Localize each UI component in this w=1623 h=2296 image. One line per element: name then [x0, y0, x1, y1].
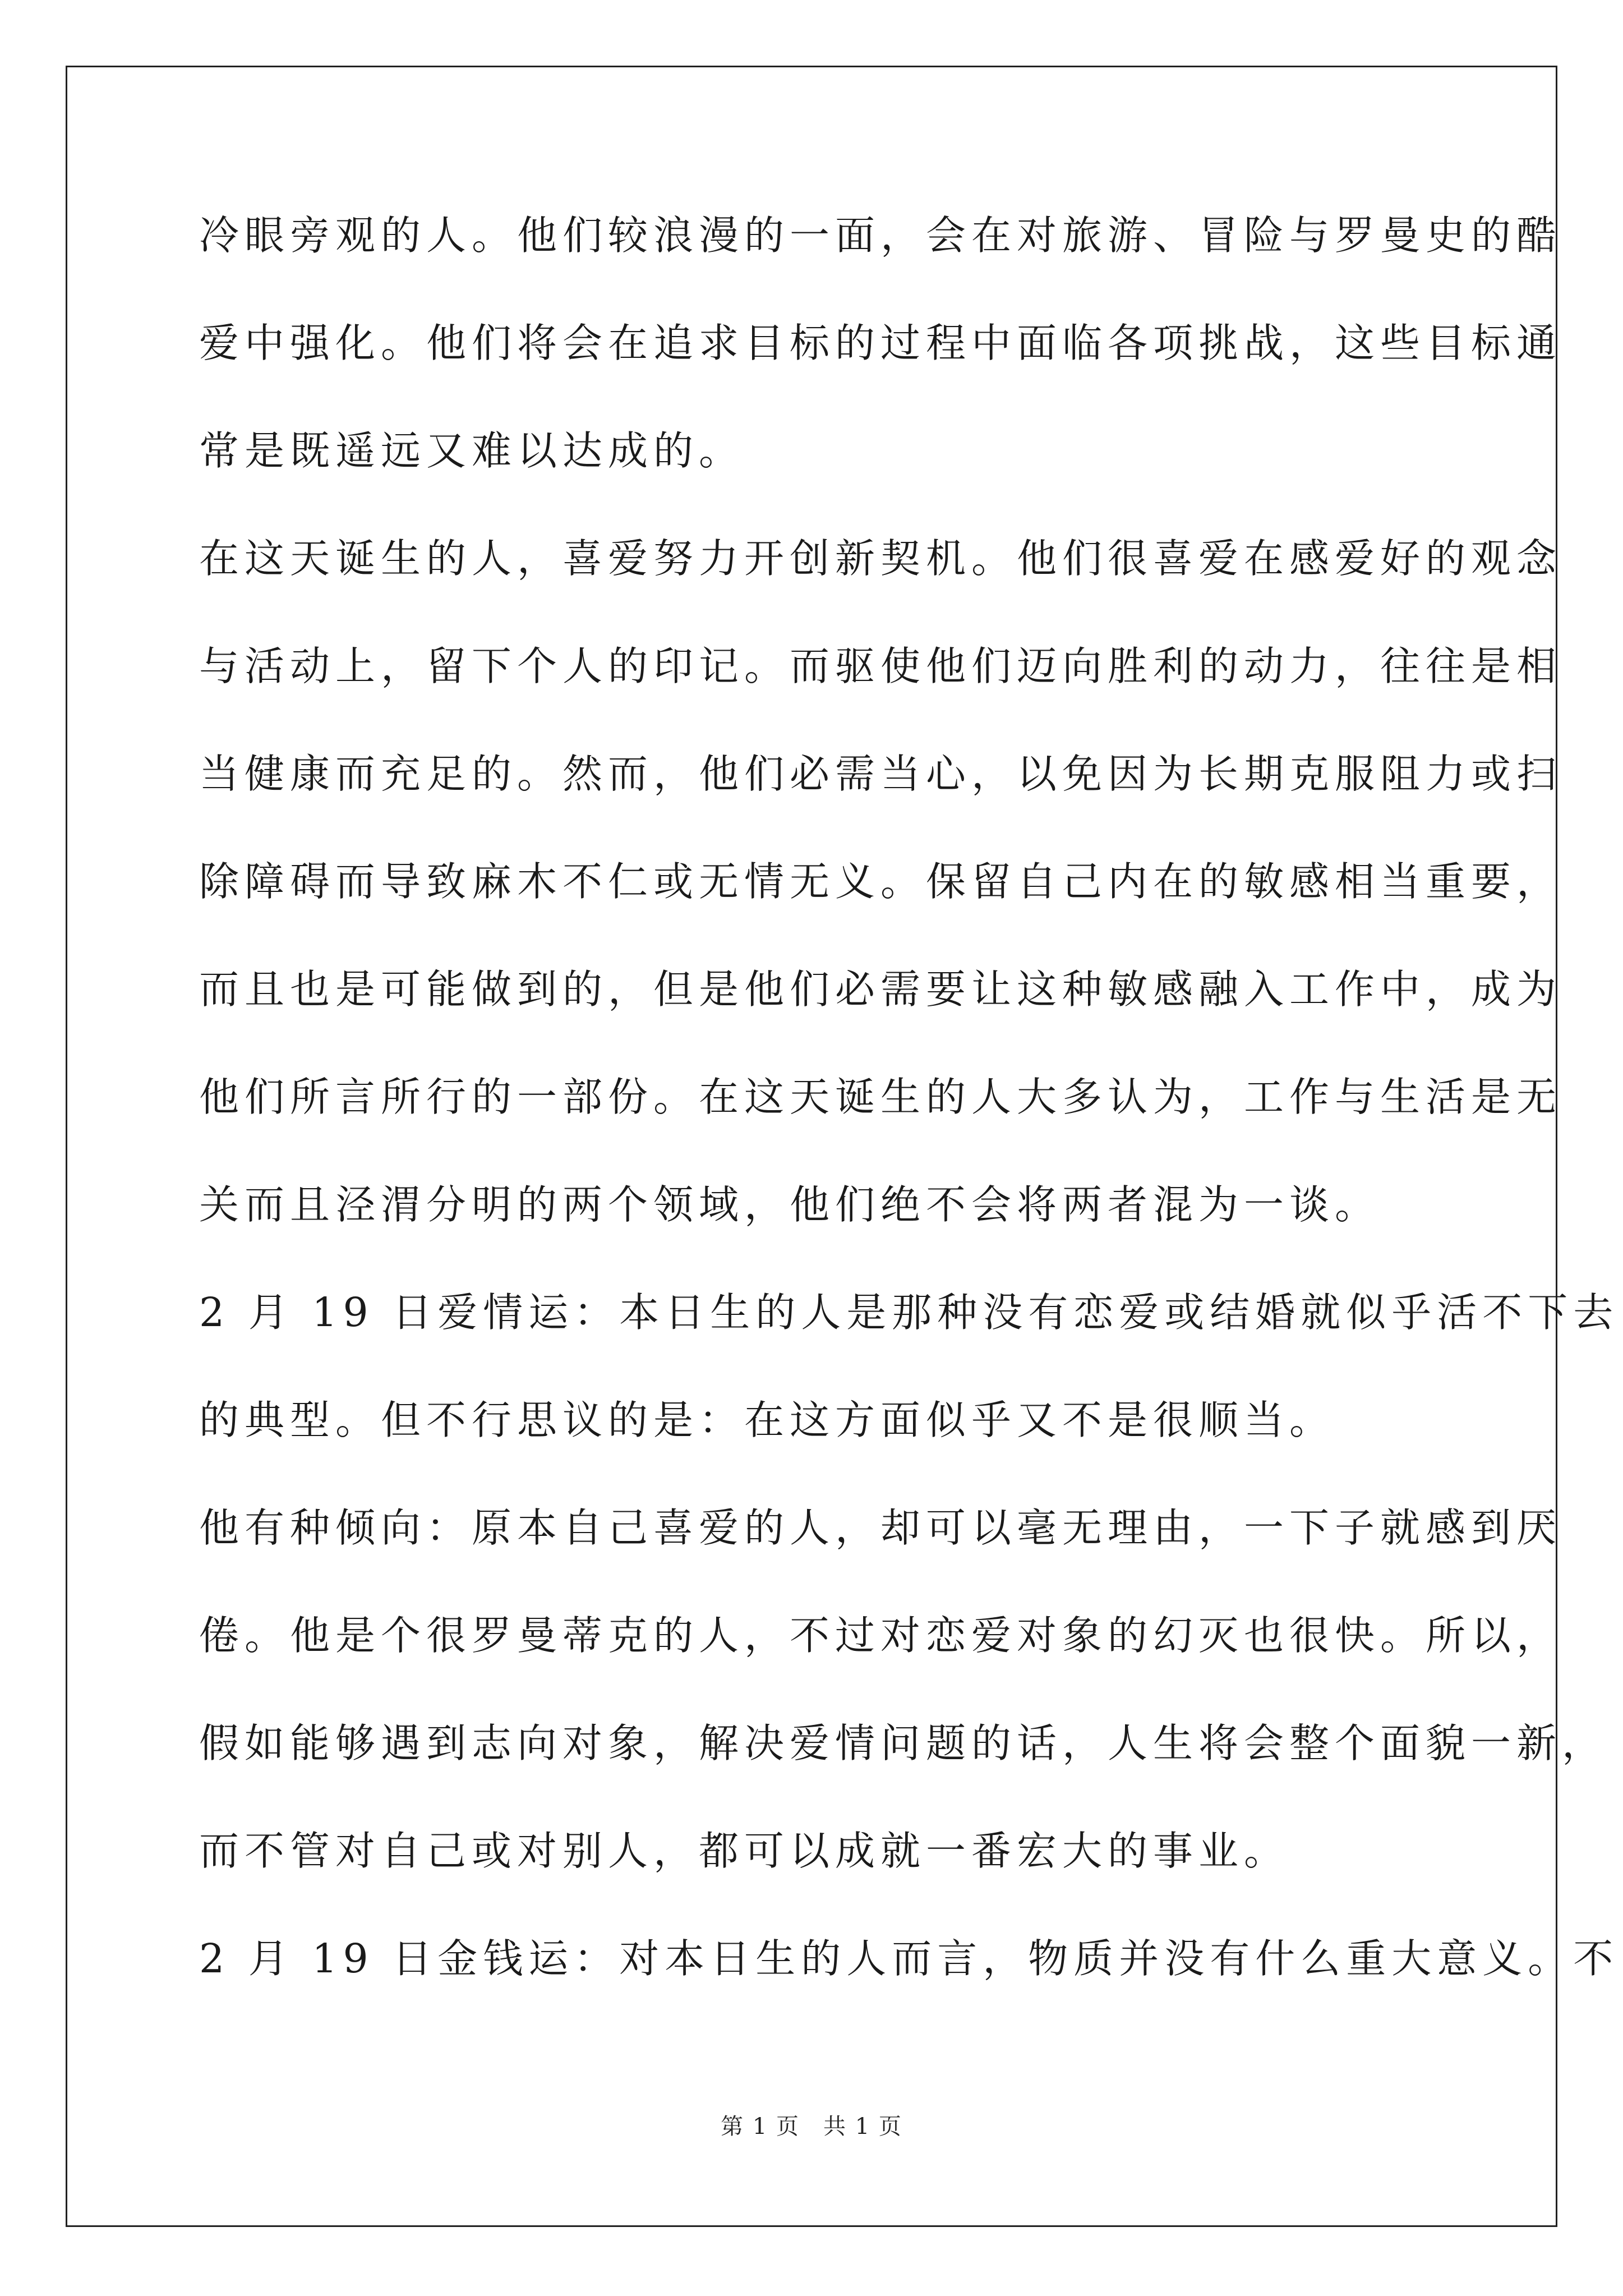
text-line: 关而且泾渭分明的两个领域，他们绝不会将两者混为一谈。	[199, 1181, 1381, 1228]
text-line: 爱中强化。他们将会在追求目标的过程中面临各项挑战，这些目标通	[199, 320, 1562, 366]
text-line: 的典型。但不行思议的是：在这方面似乎又不是很顺当。	[199, 1397, 1335, 1443]
text-line: 倦。他是个很罗曼蒂克的人，不过对恋爱对象的幻灭也很快。所以，	[199, 1612, 1562, 1659]
text-line: 2 月 19 日金钱运：对本日生的人而言，物质并没有什么重大意义。不	[199, 1935, 1619, 1982]
page-number-footer: 第 1 页 共 1 页	[721, 2114, 902, 2139]
text-line: 与活动上，留下个人的印记。而驱使他们迈向胜利的动力，往往是相	[199, 643, 1562, 689]
text-line: 除障碍而导致麻木不仁或无情无义。保留自己内在的敏感相当重要，	[199, 858, 1562, 905]
text-line: 2 月 19 日爱情运：本日生的人是那种没有恋爱或结婚就似乎活不下去	[199, 1289, 1619, 1336]
document-body	[199, 209, 1619, 2040]
text-line: 而不管对自己或对别人，都可以成就一番宏大的事业。	[199, 1828, 1290, 1874]
text-line: 冷眼旁观的人。他们较浪漫的一面，会在对旅游、冒险与罗曼史的酷	[199, 212, 1562, 259]
text-line: 他们所言所行的一部份。在这天诞生的人大多认为，工作与生活是无	[199, 1074, 1562, 1120]
text-line: 而且也是可能做到的，但是他们必需要让这种敏感融入工作中，成为	[199, 966, 1562, 1013]
text-line: 当健康而充足的。然而，他们必需当心，以免因为长期克服阻力或扫	[199, 751, 1562, 797]
text-line: 他有种倾向：原本自己喜爱的人，却可以毫无理由，一下子就感到厌	[199, 1504, 1562, 1551]
text-line: 假如能够遇到志向对象，解决爱情问题的话，人生将会整个面貌一新，	[199, 1720, 1608, 1766]
text-line: 在这天诞生的人，喜爱努力开创新契机。他们很喜爱在感爱好的观念	[199, 535, 1562, 582]
text-line: 常是既遥远又难以达成的。	[199, 427, 745, 474]
